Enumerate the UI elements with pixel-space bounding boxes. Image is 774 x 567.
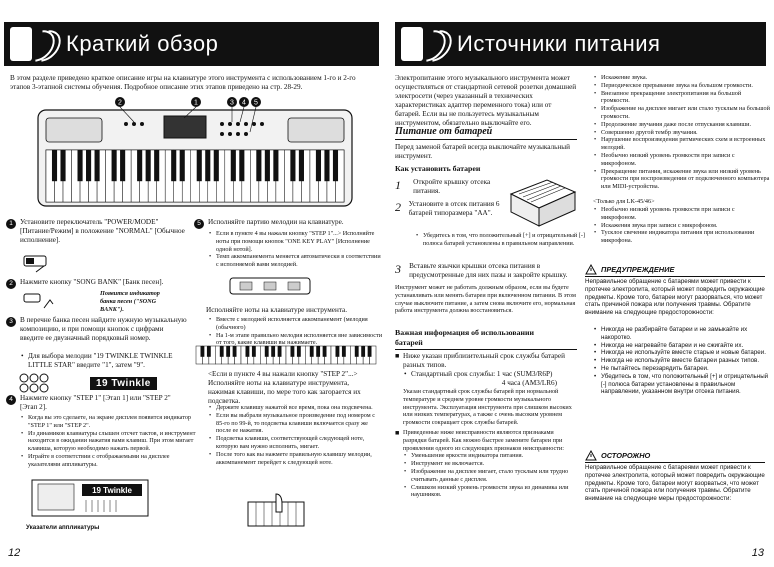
song-bank-button-icon <box>20 290 60 312</box>
black-key <box>265 150 270 181</box>
black-key <box>207 346 211 357</box>
black-key <box>120 150 125 181</box>
callout-2 <box>115 97 125 107</box>
step-3-bullets <box>20 352 196 370</box>
symptoms-left-list <box>395 452 577 499</box>
caution-header <box>585 450 650 461</box>
step-3-text: В перечне банка песен найдите нужную музыкальную композицию, и при помощи кнопок с цифрами введите ее двузначный порядковый номер. <box>20 316 187 342</box>
step-1-text: Установите переключатель "POWER/MODE" [Питание/Режим] в положение "NORMAL" [Обычное исполнение]. <box>20 218 185 244</box>
lifetime-item-2: 4 часа (AM3/LR6) <box>501 379 557 387</box>
svg-text:4: 4 <box>242 99 246 107</box>
symptom-item: • Периодическое прерывание звука на большом громкости. <box>601 82 771 90</box>
rings-mark-icon <box>34 26 60 62</box>
install-step-3-number: 3 <box>395 262 401 276</box>
right-banner <box>395 22 766 66</box>
black-key <box>316 346 320 357</box>
black-key <box>137 150 142 181</box>
step-2-number: 2 <box>6 279 16 289</box>
caution-heading: ОСТОРОЖНО <box>601 451 651 460</box>
warning-item: • Никогда не разбирайте батареи и не замыкайте их накоротко. <box>601 326 773 342</box>
black-key <box>86 150 91 181</box>
symptoms-right-list <box>593 74 771 191</box>
battery-heading-rule <box>395 139 577 140</box>
install-step-1-number: 1 <box>395 178 401 192</box>
step-3-number: 3 <box>6 317 16 327</box>
step-2-text: Нажмите кнопку "SONG BANK" [Банк песен]. <box>20 278 164 286</box>
step-2-note: <Если в пункте 4 вы нажали кнопку "STEP 2"...> Исполняйте ноты на клавиатуре инструмента, нажимая клавиши, по мере того как загорается их подсветка. <box>208 370 361 405</box>
black-key <box>214 150 219 181</box>
left-page-number: 12 <box>8 547 21 559</box>
black-key <box>78 150 83 181</box>
black-key <box>146 150 151 181</box>
black-key <box>201 346 205 357</box>
step-1 <box>6 218 188 245</box>
rings-mark-icon <box>425 26 451 62</box>
warning-item: • Убедитесь в том, что положительный [+] и отрицательный [-] полюса батареи установлены в правильном направлении, указанном внутри отсека питания. <box>601 373 773 396</box>
warning-item: • Никогда не нагревайте батареи и не сжигайте их. <box>601 342 773 350</box>
keyboard-illustration <box>36 92 354 210</box>
lk-list <box>593 206 771 245</box>
black-key <box>299 150 304 181</box>
number-entry-illustration <box>18 372 157 394</box>
warning-item: • Никогда не используйте вместе батареи разных типов. <box>601 357 773 365</box>
lk-heading: <Только для LK-45/46> <box>593 198 655 205</box>
step-4-bullets <box>20 414 196 469</box>
step-5b-bullet: • Вместе с мелодией исполняется аккомпанемент (мелодия (обычного) <box>216 316 384 332</box>
step-4-bullet: • Из динамиков клавиатуры слышен отсчет тактов, и инструмент находится в ожидании нажатия вами клавиш. При этом мигает клавиша, которую необходимо нажать первой. <box>28 430 196 453</box>
symptom-item: • Прекращение питания, искажение звука или низкий уровень громкости при воспроизведении от подключенного компьютера или MIDI-устройства. <box>601 168 771 191</box>
black-key <box>323 346 327 357</box>
step-5-bullet: • Темп аккомпанемента меняется автоматически в соответствии с исполняемой вами мелодией. <box>216 253 384 269</box>
fingering-display-illustration <box>30 478 150 518</box>
black-key <box>278 346 282 357</box>
warning-triangle-icon <box>585 264 597 275</box>
warning-item: • Не пытайтесь перезарядить батареи. <box>601 365 773 373</box>
black-key <box>256 150 261 181</box>
symptom-item: • Внезапное прекращение электропитания на большой громкости. <box>601 90 771 106</box>
right-intro: Электропитание этого музыкального инструмента может осуществляться от стандартной сетевой розетки домашней электросети (через указанный в технических характеристиках адаптер переменного тока) или от батарей. Если вы не пользуетесь музыкальным инструментом, обязательно выключайте его. <box>395 74 577 127</box>
step-5b-bullets <box>208 316 384 347</box>
caution-text: Неправильное обращение с батареями может привести к протечке электролита, который может повредить окружающие предметы. Кроме того, батареи могут взорваться, что может стать причиной пожара или получения травмы. Обратите внимание на следующие меры предосторожности: <box>585 464 765 503</box>
install-step-2-number: 2 <box>395 200 401 214</box>
step-1-number: 1 <box>6 219 16 229</box>
callout-3 <box>227 97 237 107</box>
symptom-item: • Необычно низкий уровень громкости при записи с микрофоном. <box>601 152 771 168</box>
right-page-number: 13 <box>751 547 764 559</box>
battery-intro: Перед заменой батарей всегда выключайте музыкальный инструмент. <box>395 143 570 160</box>
fingering-label: Указатели аппликатуры <box>26 524 100 531</box>
step-2-note-bullet: • Если вы выбрали музыкальное произведение под номером с 85-го по 99-й, то подсветка клавиши включается сразу же после ее нажатия. <box>216 412 384 435</box>
black-key <box>271 346 275 357</box>
black-key <box>290 150 295 181</box>
auto-off-text: Инструмент может не работать должным образом, если вы будете устанавливать или менять батареи при включенном питании. В этом случае выключите питание, а затем снова включите его, нормальная работа инструмента должна восстановиться. <box>395 284 576 315</box>
black-key <box>355 346 359 357</box>
svg-text:3: 3 <box>230 99 234 107</box>
black-key <box>324 150 329 181</box>
callout-1 <box>191 97 201 107</box>
black-key <box>291 346 295 357</box>
symptom-item: • Изображение на дисплее мигает или стало тусклым на большой громкости. <box>601 105 771 121</box>
black-key <box>171 150 176 181</box>
callout-5 <box>251 97 261 107</box>
black-key <box>368 346 372 357</box>
black-key <box>226 346 230 357</box>
black-key <box>180 150 185 181</box>
black-key <box>239 150 244 181</box>
step-4-text: Нажмите кнопку "STEP 1" [Этап 1] или "STEP 2" [Этап 2]. <box>20 394 171 411</box>
song-bank-illustration <box>20 290 190 313</box>
symptom-item: • Уменьшение яркости индикатора питания. <box>411 452 577 460</box>
warning-rule <box>585 276 765 277</box>
symptom-item: • Нарушение воспроизведения ритмических схем и встроенных мелодий. <box>601 136 771 152</box>
step-5 <box>194 218 376 229</box>
black-key <box>297 346 301 357</box>
battery-heading: Питание от батарей <box>395 126 493 137</box>
lifetime-item: • Стандартный срок службы: 1 час (SUM3/R6P) <box>411 370 577 379</box>
step-5b-bullet: • На 1-м этапе правильно мелодия исполняется вне зависимости от того, какие клавиши вы нажимаете. <box>216 332 384 348</box>
step-4 <box>6 394 188 412</box>
step-5-number: 5 <box>194 219 204 229</box>
black-key <box>60 150 65 181</box>
black-key <box>336 346 340 357</box>
left-banner-title: Краткий обзор <box>66 31 219 56</box>
important-heading: Важная информация об использовании батарей <box>395 328 534 347</box>
important-points <box>395 352 577 499</box>
warning-item: • Никогда не используйте вместе старые и новые батареи. <box>601 349 773 357</box>
important-point: ■ Приведенные ниже неисправности являются признаками разрядки батарей. Как можно быстрее замените батареи при проявлении одного из следующих признаков неисправности: <box>395 428 564 452</box>
black-key <box>52 150 57 181</box>
black-key <box>265 346 269 357</box>
black-key <box>273 150 278 181</box>
black-key <box>316 150 321 181</box>
install-step-3 <box>395 262 577 280</box>
important-point: ■ Ниже указан приблизительный срок службы батарей разных типов. <box>395 352 565 369</box>
number-buttons-icon <box>18 372 76 394</box>
install-heading: Как установить батареи <box>395 164 481 173</box>
power-switch-icon <box>22 248 50 276</box>
black-key <box>112 150 117 181</box>
square-bullet-icon: ■ <box>395 428 400 437</box>
black-key <box>231 150 236 181</box>
install-step-2 <box>395 200 505 218</box>
install-step-3-text: Вставьте язычки крышки отсека питания в предусмотренные для них пазы и закройте крышку. <box>409 262 568 279</box>
lifetime-note: Указан стандартный срок службы батарей при нормальной температуре и среднем уровне громкости музыкального инструмента. Эксплуатация инструмента при слишком высоких или низких температурах, а также с очень высоким уровнем громкости сокращает срок службы батарей. <box>403 388 572 427</box>
piano-keys-illustration <box>194 344 380 366</box>
install-step-1-text: Откройте крышку отсека питания. <box>413 178 491 195</box>
step-2 <box>6 278 188 289</box>
symptom-item: • Изображение на дисплее мигает, стало тусклым или трудно считывать данные с дисплея. <box>411 468 577 484</box>
battery-compartment-illustration <box>507 174 579 232</box>
symptom-item: • Слишком низкий уровень громкости звука из динамика или наушников. <box>411 484 577 500</box>
step-4-bullet: • Когда вы это сделаете, на экране дисплея появится индикатор "STEP 1" или "STEP 2". <box>28 414 196 430</box>
left-intro: В этом разделе приведено краткое описание игры на клавиатуре этого инструмента с использованием 1-го и 2-го этапов 3-этапной системы обучения. Подробное описание этих этапов приведено на стр. 28-29. <box>10 74 356 91</box>
black-key <box>252 346 256 357</box>
install-bullets <box>415 232 585 248</box>
step-3 <box>6 316 188 343</box>
warning-header <box>585 264 674 275</box>
black-key <box>95 150 100 181</box>
callout-4 <box>239 97 249 107</box>
svg-text:19 Twinkle: 19 Twinkle <box>92 486 132 495</box>
caution-rule <box>585 462 765 463</box>
install-bullet: • Убедитесь в том, что положительный [+] и отрицательный [-] полюса батарей установлены в правильном направлении. <box>423 232 585 248</box>
important-heading-rule <box>395 349 577 350</box>
left-banner <box>4 22 379 66</box>
black-key <box>205 150 210 181</box>
step-4-bullet: • Играйте в соответствии с отображаемыми на дисплее указателями аппликатуры. <box>28 453 196 469</box>
symptom-item: • Инструмент не включается. <box>411 460 577 468</box>
step-5-bullets <box>208 230 384 269</box>
keyboard-hand-icon <box>246 492 306 528</box>
right-page <box>387 0 774 567</box>
black-key <box>333 150 338 181</box>
svg-text:5: 5 <box>254 99 258 107</box>
black-key <box>361 346 365 357</box>
lk-item: • Тусклое свечение индикатора питания при использовании микрофона. <box>601 229 771 245</box>
step-5-text: Исполняйте партию мелодии на клавиатуре. <box>208 218 344 226</box>
step-4-number: 4 <box>6 395 16 405</box>
black-key <box>233 346 237 357</box>
install-step-1 <box>395 178 505 196</box>
black-key <box>220 346 224 357</box>
symptom-item: • Продолжение звучания даже после отпускания клавиши. <box>601 121 771 129</box>
step-2-note-bullet: • После того как вы нажмете правильную клавишу мелодии, аккомпанемент перейдет к следующей ноте. <box>216 451 384 467</box>
step-5-bullet: • Если в пункте 4 вы нажали кнопку "STEP 1"...> Исполняйте ноты при помощи кнопок "ONE KEY PLAY" [Исполнение одной нотой]. <box>216 230 384 253</box>
caution-triangle-icon <box>585 450 597 461</box>
step-3-bullet: • Для выбора мелодии "19 TWINKLE TWINKLE LITTLE STAR" введите "1", затем "9". <box>28 352 196 370</box>
lk-item: • Необычно низкий уровень громкости при записи с микрофоном. <box>601 206 771 222</box>
install-step-2-text: Установите в отсек питания 6 батарей типоразмера "AA". <box>408 200 500 217</box>
song-bank-indicator-text: Появится индикатор банка песен ("SONG BANK"). <box>100 290 160 313</box>
warning-text: Неправильное обращение с батареями может привести к протечке электролита, который может повредить окружающие предметы. Кроме того, батареи могут разорваться, что может стать причиной пожара или получения травмы. Обратите внимание на следующие предосторожности: <box>585 278 765 317</box>
one-key-play-buttons-icon <box>226 272 316 300</box>
black-key <box>246 346 250 357</box>
black-key <box>342 346 346 357</box>
black-key <box>197 150 202 181</box>
lifetime-list <box>395 370 577 379</box>
warning-heading: ПРЕДУПРЕЖДЕНИЕ <box>601 265 675 274</box>
warning-list <box>593 326 773 396</box>
lk-item: • Искажения звука при записи с микрофоном. <box>601 222 771 230</box>
square-bullet-icon: ■ <box>395 352 400 360</box>
black-key <box>154 150 159 181</box>
black-key <box>310 346 314 357</box>
step-5b-text: Исполняйте ноты на клавиатуре инструмента. <box>206 306 348 314</box>
lcd-display: 19 Twinkle <box>90 377 157 390</box>
svg-text:1: 1 <box>194 99 198 107</box>
svg-text:2: 2 <box>118 99 122 107</box>
step-2-note-bullet: • Подсветка клавиши, соответствующей следующей ноте, которую вам нужно исполнить, мигает. <box>216 435 384 451</box>
symptom-item: • Искажение звука. <box>601 74 771 82</box>
symptom-item: • Совершенно другой тембр звучания. <box>601 129 771 137</box>
step-2-note-bullet: • Держите клавишу нажатой все время, пока она подсвечена. <box>216 404 384 412</box>
right-banner-title: Источники питания <box>457 31 661 56</box>
step-2-note-bullets <box>208 404 384 466</box>
